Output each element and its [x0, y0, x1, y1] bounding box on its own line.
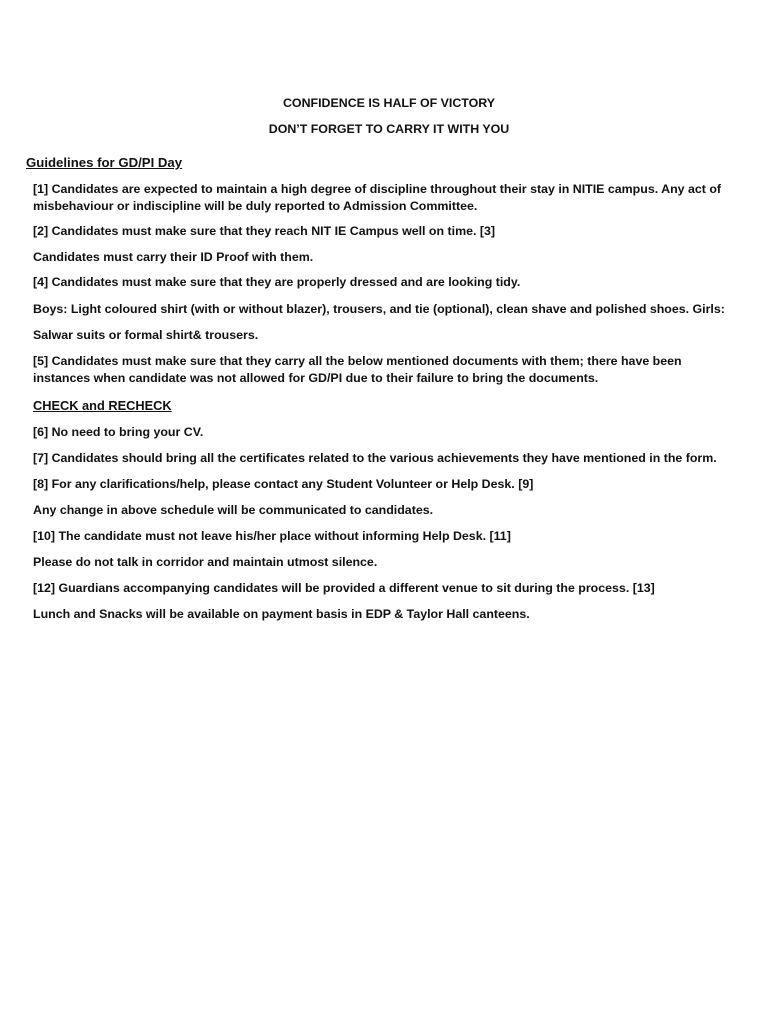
guideline-item-10: [10] The candidate must not leave his/her place without informing Help Desk. [11] — [33, 529, 511, 543]
guideline-item-2: [2] Candidates must make sure that they reach NIT IE Campus well on time. [3] — [33, 224, 496, 238]
check-heading: CHECK and RECHECK — [33, 398, 172, 413]
guideline-item-3: Candidates must carry their ID Proof with them. — [33, 250, 314, 264]
guideline-item-12: [12] Guardians accompanying candidates will be provided a different venue to sit during the process. [13] — [33, 581, 655, 595]
guideline-item-11: Please do not talk in corridor and maintain utmost silence. — [33, 555, 378, 569]
guideline-item-8: [8] For any clarifications/help, please contact any Student Volunteer or Help Desk. [9] — [33, 477, 534, 491]
title-line-2: DON’T FORGET TO CARRY IT WITH YOU — [268, 122, 510, 136]
guideline-item-1: [1] Candidates are expected to maintain a high degree of discipline throughout their stay in NITIE campus. Any act of misbehaviour or indiscipline will be duly reported to Admission Committee. — [33, 182, 722, 213]
guideline-item-4: [4] Candidates must make sure that they are properly dressed and are looking tidy. — [33, 275, 521, 289]
section-heading: Guidelines for GD/PI Day — [26, 155, 183, 170]
guideline-item-13: Lunch and Snacks will be available on payment basis in EDP & Taylor Hall canteens. — [33, 607, 530, 621]
guideline-item-7: [7] Candidates should bring all the certificates related to the various achievements they have mentioned in the form. — [33, 451, 717, 465]
guideline-item-9: Any change in above schedule will be communicated to candidates. — [33, 503, 434, 517]
dress-code-line-1: Boys: Light coloured shirt (with or without blazer), trousers, and tie (optional), clean shave and polished shoes. Girls: — [33, 302, 725, 316]
dress-code-line-2: Salwar suits or formal shirt& trousers. — [33, 328, 259, 342]
guideline-item-6: [6] No need to bring your CV. — [33, 425, 204, 439]
guideline-item-5: [5] Candidates must make sure that they carry all the below mentioned documents with them; there have been instances when candidate was not allowed for GD/PI due to their failure to bring the documents. — [33, 354, 682, 385]
title-line-1: CONFIDENCE IS HALF OF VICTORY — [282, 96, 496, 110]
